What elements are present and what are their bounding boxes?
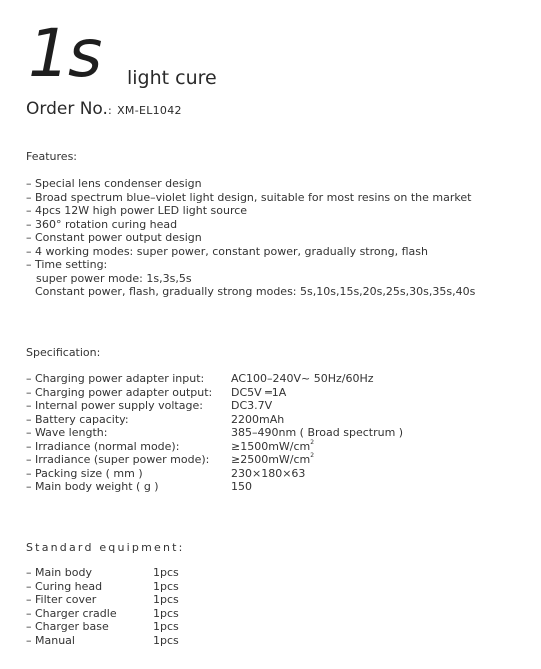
- spec-label: – Packing size ( mm ): [26, 466, 143, 480]
- order-value: XM-EL1042: [117, 104, 182, 117]
- equipment-label: – Charger base: [26, 620, 109, 633]
- spec-value-superscript: 2: [310, 452, 315, 459]
- spec-label: – Battery capacity:: [26, 412, 129, 426]
- order-separator: :: [107, 104, 112, 117]
- equipment-row: [26, 634, 179, 648]
- spec-value: [231, 453, 314, 467]
- spec-row: [26, 453, 403, 467]
- equipment-row: [26, 566, 179, 580]
- spec-value-text: ≥2500mW/cm: [231, 453, 311, 466]
- feature-item: – Constant power output design: [26, 231, 202, 244]
- equipment-qty: 1pcs: [153, 593, 179, 606]
- product-title: 1s: [28, 15, 101, 92]
- equipment-heading: Standard equipment:: [26, 541, 185, 554]
- spec-row: [26, 399, 403, 413]
- feature-item: – Time setting:: [26, 258, 108, 271]
- spec-value: DC5V ═1A: [231, 385, 287, 399]
- spec-label: – Irradiance (normal mode):: [26, 439, 180, 453]
- equipment-qty: 1pcs: [153, 620, 179, 633]
- feature-item: – 4pcs 12W high power LED light source: [26, 204, 248, 217]
- spec-row: [26, 413, 403, 427]
- spec-label: – Charging power adapter output:: [26, 385, 213, 399]
- spec-label: – Wave length:: [26, 426, 108, 439]
- spec-row: [26, 440, 403, 454]
- spec-row: [26, 386, 403, 400]
- order-number: [26, 98, 182, 122]
- feature-item: – 4 working modes: super power, constant power, gradually strong, flash: [26, 244, 428, 258]
- time-setting-line: super power mode: 1s,3s,5s: [36, 271, 192, 285]
- equipment-row: [26, 593, 179, 607]
- spec-row: [26, 426, 403, 440]
- spec-value: AC100–240V~ 50Hz/60Hz: [231, 372, 374, 385]
- spec-label: – Irradiance (super power mode):: [26, 453, 210, 466]
- spec-value: 2200mAh: [231, 412, 285, 426]
- features-heading: Features:: [26, 150, 78, 163]
- equipment-row: [26, 607, 179, 621]
- equipment-qty: 1pcs: [153, 606, 179, 620]
- spec-row: [26, 480, 403, 494]
- product-subtitle: light cure: [127, 67, 217, 89]
- spec-value: 150: [231, 480, 252, 493]
- equipment-qty: 1pcs: [153, 566, 179, 579]
- specification-heading: Specification:: [26, 346, 101, 359]
- spec-value: 230×180×63: [231, 466, 306, 480]
- feature-item: – 360° rotation curing head: [26, 217, 178, 231]
- specification-list: [26, 372, 403, 494]
- equipment-row: [26, 580, 179, 594]
- equipment-label: – Charger cradle: [26, 606, 117, 620]
- feature-item: – Special lens condenser design: [26, 177, 202, 190]
- equipment-row: [26, 620, 179, 634]
- equipment-qty: 1pcs: [153, 633, 179, 647]
- equipment-list: [26, 566, 179, 647]
- features-list: [26, 177, 475, 299]
- equipment-qty: 1pcs: [153, 579, 179, 593]
- order-label: Order No.: [26, 99, 108, 119]
- spec-row: [26, 467, 403, 481]
- spec-label: – Internal power supply voltage:: [26, 399, 203, 412]
- spec-value: 385–490nm ( Broad spectrum ): [231, 426, 404, 439]
- spec-row: [26, 372, 403, 386]
- equipment-label: – Main body: [26, 566, 92, 579]
- spec-value-text: ≥1500mW/cm: [231, 439, 311, 453]
- time-setting-line: Constant power, flash, gradually strong modes: 5s,10s,15s,20s,25s,30s,35s,40s: [35, 285, 476, 298]
- spec-value: DC3.7V: [231, 399, 273, 412]
- spec-label: – Main body weight ( g ): [26, 480, 159, 493]
- spec-value: [231, 440, 314, 454]
- spec-value-superscript: 2: [310, 438, 315, 446]
- spec-label: – Charging power adapter input:: [26, 372, 205, 385]
- equipment-label: – Curing head: [26, 579, 103, 593]
- feature-item: – Broad spectrum blue–violet light design, suitable for most resins on the market: [26, 190, 472, 204]
- equipment-label: – Filter cover: [26, 593, 97, 606]
- equipment-label: – Manual: [26, 633, 75, 647]
